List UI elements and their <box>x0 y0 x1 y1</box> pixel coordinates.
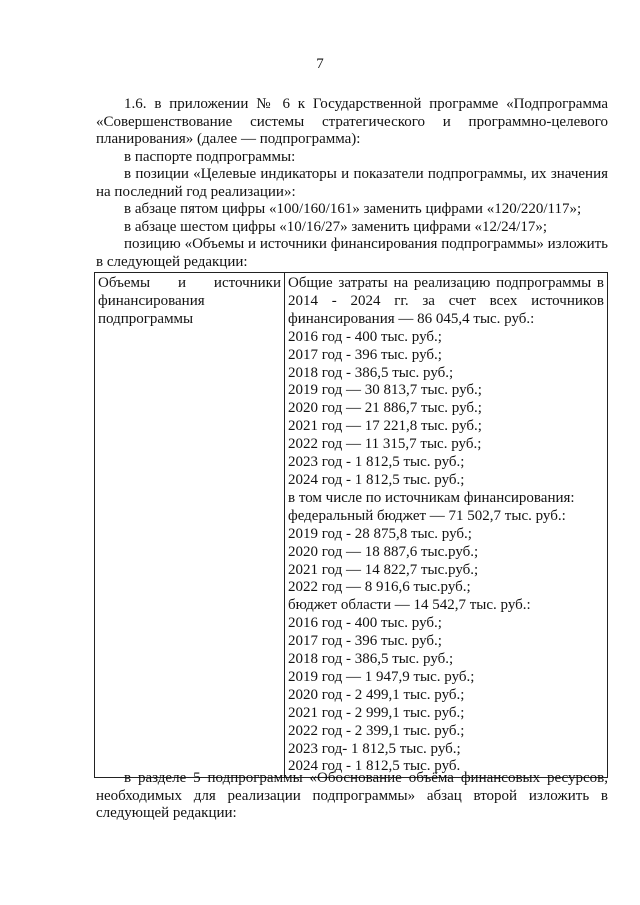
total-cost-line: финансирования — 86 045,4 тыс. руб.: <box>288 310 535 327</box>
total-cost-line: Общие затраты на реализацию подпрограммы в <box>288 275 604 291</box>
intro-paragraph: в абзаце пятом цифры «100/160/161» заменить цифрами «120/220/117»; <box>124 201 582 217</box>
total-year-line: 2020 год — 21 886,7 тыс. руб.; <box>288 400 482 417</box>
financing-label-line: финансирования <box>98 292 205 309</box>
regional-year-line: 2016 год - 400 тыс. руб.; <box>288 615 442 632</box>
sources-heading: в том числе по источникам финансирования: <box>288 489 575 506</box>
outro-paragraph: в разделе 5 подпрограммы «Обоснование объёма финансовых ресурсов, необходимых для реализации подпрограммы» абзац второй изложить в следующей редакции: <box>96 770 608 821</box>
regional-year-line: 2024 год - 1 812,5 тыс. руб. <box>288 758 461 775</box>
intro-paragraph: 1.6. в приложении № 6 к Государственной программе «Подпрограмма «Совершенствование системы стратегического и программно-целевого планирования» (далее — подпрограмма): <box>96 96 608 147</box>
regional-year-line: 2017 год - 396 тыс. руб.; <box>288 633 442 650</box>
page-number: 7 <box>316 56 324 72</box>
total-year-line: 2016 год - 400 тыс. руб.; <box>288 328 442 345</box>
regional-year-line: 2023 год- 1 812,5 тыс. руб.; <box>288 740 461 757</box>
intro-paragraph: в абзаце шестом цифры «10/16/27» заменить цифрами «12/24/17»; <box>124 218 548 235</box>
total-year-line: 2018 год - 386,5 тыс. руб.; <box>288 364 454 381</box>
financing-table <box>94 272 608 778</box>
total-year-line: 2022 год — 11 315,7 тыс. руб.; <box>288 436 482 453</box>
federal-year-line: 2022 год — 8 916,6 тыс.руб.; <box>288 579 471 596</box>
intro-paragraph: в паспорте подпрограммы: <box>124 148 296 165</box>
intro-text <box>96 96 608 271</box>
regional-year-line: 2018 год - 386,5 тыс. руб.; <box>288 651 454 668</box>
federal-year-line: 2019 год - 28 875,8 тыс. руб.; <box>288 525 472 542</box>
total-year-line: 2017 год - 396 тыс. руб.; <box>288 346 442 363</box>
outro-text <box>96 770 608 823</box>
regional-year-line: 2019 год — 1 947,9 тыс. руб.; <box>288 668 475 685</box>
federal-year-line: 2021 год — 14 822,7 тыс.руб.; <box>288 561 479 578</box>
financing-label-line: Объемы и источники <box>98 275 281 291</box>
federal-budget-heading: федеральный бюджет — 71 502,7 тыс. руб.: <box>288 507 566 524</box>
intro-paragraph: позицию «Объемы и источники финансирования подпрограммы» изложить в следующей редакции: <box>96 236 608 270</box>
regional-year-line: 2020 год - 2 499,1 тыс. руб.; <box>288 686 465 703</box>
intro-paragraph: в позиции «Целевые индикаторы и показатели подпрограммы, их значения на последний год реализации»: <box>96 166 608 200</box>
regional-year-line: 2022 год - 2 399,1 тыс. руб.; <box>288 722 465 739</box>
regional-budget-heading: бюджет области — 14 542,7 тыс. руб.: <box>288 597 531 614</box>
table-row <box>95 273 608 778</box>
total-year-line: 2023 год - 1 812,5 тыс. руб.; <box>288 454 465 471</box>
total-year-line: 2024 год - 1 812,5 тыс. руб.; <box>288 471 465 488</box>
total-cost-line: 2014 - 2024 гг. за счет всех источников <box>288 292 604 309</box>
financing-values-cell <box>285 273 608 778</box>
financing-label-line: подпрограммы <box>98 310 194 327</box>
regional-year-line: 2021 год - 2 999,1 тыс. руб.; <box>288 704 465 721</box>
federal-year-line: 2020 год — 18 887,6 тыс.руб.; <box>288 543 479 560</box>
financing-label-cell <box>95 273 285 778</box>
total-year-line: 2019 год — 30 813,7 тыс. руб.; <box>288 382 482 399</box>
total-year-line: 2021 год — 17 221,8 тыс. руб.; <box>288 418 482 435</box>
